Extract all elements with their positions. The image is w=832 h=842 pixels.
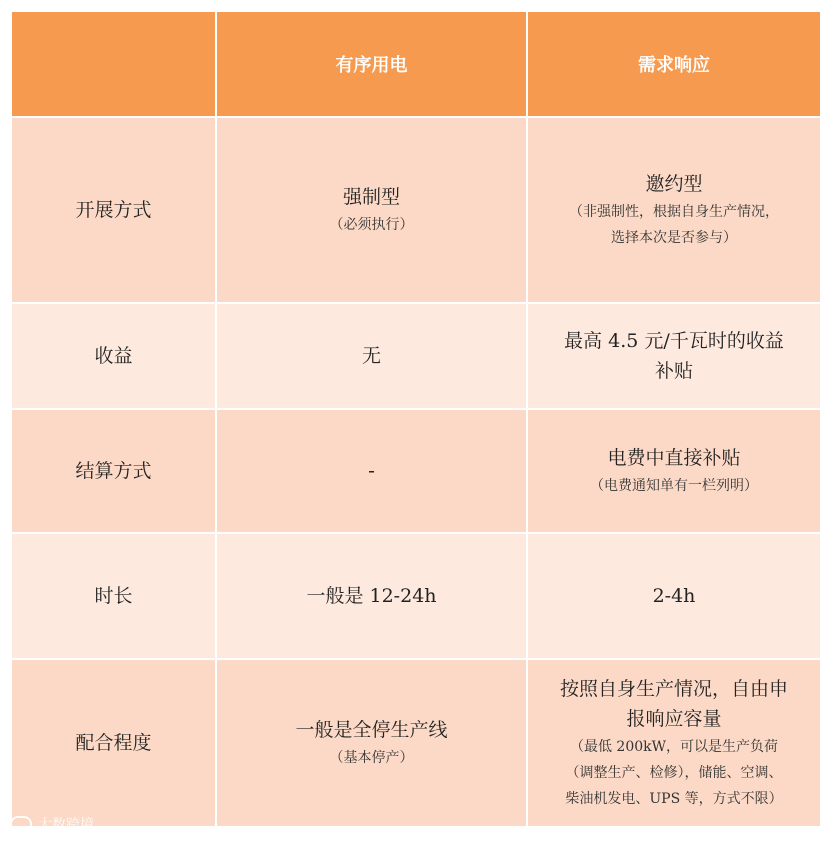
table-row [12, 410, 820, 534]
header-empty-cell [12, 12, 217, 116]
row-label: 开展方式 [12, 118, 217, 302]
row-label: 时长 [12, 534, 217, 658]
row-label: 收益 [12, 304, 217, 408]
cell-sub-text: 柴油机发电、UPS 等，方式不限） [565, 791, 783, 807]
cell-orderly [217, 660, 528, 826]
header-orderly-power: 有序用电 [217, 12, 528, 116]
watermark-text: 大数跨境 [38, 817, 94, 833]
cell-orderly: 无 [217, 304, 528, 408]
cell-sub-text: 选择本次是否参与） [611, 230, 737, 246]
cell-main-text: 一般是全停生产线 [295, 719, 448, 741]
cell-demand [528, 304, 820, 408]
cell-demand [528, 410, 820, 532]
cell-demand [528, 660, 820, 826]
cell-main-text: 邀约型 [645, 173, 703, 195]
table-header [12, 12, 820, 118]
table-row [12, 534, 820, 660]
cell-sub-text: （最低 200kW，可以是生产负荷 [569, 739, 779, 755]
cell-main-text: 补贴 [654, 360, 693, 382]
row-label: 结算方式 [12, 410, 217, 532]
cell-orderly: 一般是 12-24h [217, 534, 528, 658]
watermark [10, 814, 94, 834]
brand-logo-icon [10, 816, 32, 832]
cell-main-text: 强制型 [342, 186, 400, 208]
row-label: 配合程度 [12, 660, 217, 826]
cell-demand: 2-4h [652, 585, 696, 607]
cell-demand [528, 118, 820, 302]
cell-main-text: 电费中直接补贴 [607, 447, 741, 469]
table-row [12, 304, 820, 410]
cell-sub-text: （基本停产） [329, 750, 414, 766]
cell-main-text: 按照自身生产情况，自由申 [559, 678, 788, 700]
cell-sub-text: （电费通知单有一栏列明） [590, 478, 758, 494]
table-row [12, 118, 820, 304]
cell-main-text: 报响应容量 [626, 708, 722, 730]
header-demand-response: 需求响应 [638, 55, 710, 76]
cell-main-text: 最高 4.5 元/千瓦时的收益 [564, 330, 784, 352]
cell-sub-text: （必须执行） [329, 217, 414, 233]
cell-orderly: - [217, 410, 528, 532]
cell-sub-text: （非强制性，根据自身生产情况， [569, 204, 779, 220]
comparison-table [12, 12, 820, 828]
table-row [12, 660, 820, 828]
cell-orderly [217, 118, 528, 302]
cell-sub-text: （调整生产、检修），储能、空调、 [565, 765, 783, 781]
